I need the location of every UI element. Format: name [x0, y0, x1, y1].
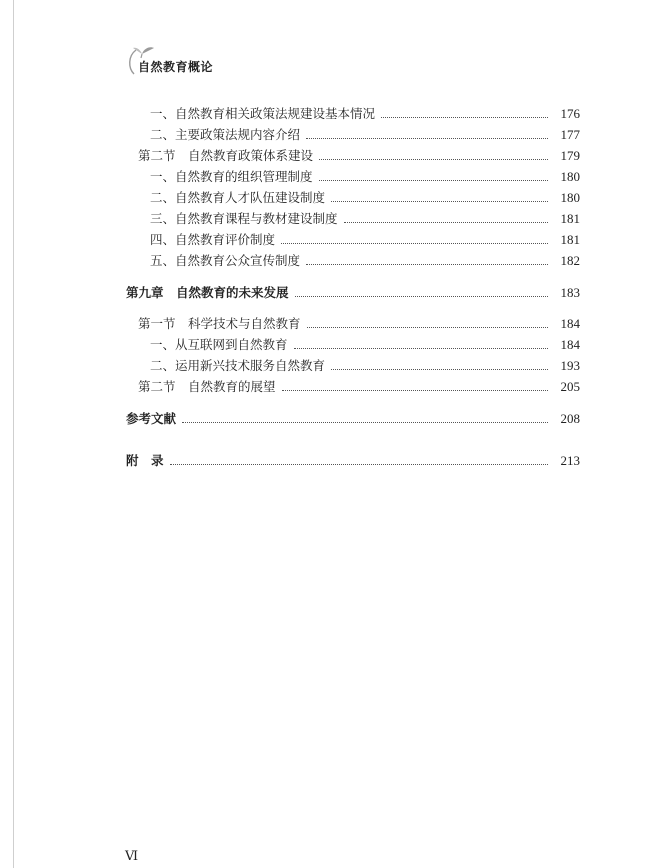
- toc-entry-page: 183: [560, 285, 580, 300]
- toc-leader-dots: [306, 136, 548, 139]
- toc-entry-title: 一、自然教育的组织管理制度: [150, 169, 313, 184]
- toc-leader-dots: [319, 157, 548, 160]
- toc-leader-dots: [331, 199, 548, 202]
- toc-entry-page: 182: [560, 253, 580, 268]
- toc-leader-dots: [281, 241, 548, 244]
- toc-entry[interactable]: [150, 126, 580, 144]
- toc-entry-title: 第二节 自然教育政策体系建设: [138, 148, 314, 163]
- toc-entry-page: 177: [560, 127, 580, 142]
- toc-entry[interactable]: [150, 189, 580, 207]
- toc-entry[interactable]: [150, 357, 580, 375]
- toc-leader-dots: [170, 462, 548, 465]
- toc-leader-dots: [295, 294, 548, 297]
- toc-entry-page: 184: [560, 316, 580, 331]
- toc-entry-title: 参考文献: [126, 411, 177, 426]
- toc-entry-page: 181: [560, 232, 580, 247]
- toc-entry-page: 208: [560, 411, 580, 426]
- toc-leader-dots: [319, 178, 548, 181]
- toc-entry-page: 213: [560, 453, 580, 468]
- toc-entry-title: 三、自然教育课程与教材建设制度: [150, 211, 338, 226]
- toc-entry-page: 184: [560, 337, 580, 352]
- toc-entry[interactable]: [150, 105, 580, 123]
- page-left-rule: [13, 0, 14, 868]
- running-header-title: 自然教育概论: [138, 60, 214, 74]
- toc-entry[interactable]: [138, 315, 580, 333]
- toc-leader-dots: [294, 346, 548, 349]
- toc-leader-dots: [307, 325, 548, 328]
- toc-entry-page: 180: [560, 169, 580, 184]
- toc-entry-chapter[interactable]: [126, 284, 580, 302]
- toc-entry-title: 四、自然教育评价制度: [150, 232, 276, 247]
- toc-leader-dots: [282, 388, 548, 391]
- toc-entry-chapter[interactable]: [126, 452, 580, 470]
- toc-leader-dots: [306, 262, 548, 265]
- toc-entry-title: 第二节 自然教育的展望: [138, 379, 276, 394]
- toc-entry-title: 一、从互联网到自然教育: [150, 337, 288, 352]
- toc-entry[interactable]: [150, 168, 580, 186]
- toc-entry[interactable]: [150, 336, 580, 354]
- toc-entry[interactable]: [138, 378, 580, 396]
- toc-leader-dots: [182, 420, 548, 423]
- toc-entry-chapter[interactable]: [126, 410, 580, 428]
- toc-leader-dots: [381, 115, 548, 118]
- toc-entry-page: 180: [560, 190, 580, 205]
- toc-entry-title: 第九章 自然教育的未来发展: [126, 285, 289, 300]
- toc-entry-title: 附 录: [126, 453, 164, 468]
- toc-entry[interactable]: [138, 147, 580, 165]
- toc-entry-page: 179: [560, 148, 580, 163]
- toc-entry-page: 193: [560, 358, 580, 373]
- running-header: [126, 42, 346, 84]
- toc-entry-title: 二、运用新兴技术服务自然教育: [150, 358, 326, 373]
- page-number: Ⅵ: [125, 848, 139, 863]
- toc-entry-title: 二、主要政策法规内容介绍: [150, 127, 301, 142]
- toc-leader-dots: [331, 367, 548, 370]
- toc-entry-title: 第一节 科学技术与自然教育: [138, 316, 301, 331]
- toc-entry-title: 二、自然教育人才队伍建设制度: [150, 190, 326, 205]
- toc-entry-page: 176: [560, 106, 580, 121]
- toc-entry[interactable]: [150, 252, 580, 270]
- toc-leader-dots: [344, 220, 548, 223]
- toc-entry[interactable]: [150, 231, 580, 249]
- toc-entry-page: 181: [560, 211, 580, 226]
- toc-entry-title: 一、自然教育相关政策法规建设基本情况: [150, 106, 376, 121]
- toc-entry[interactable]: [150, 210, 580, 228]
- toc-entry-page: 205: [560, 379, 580, 394]
- toc-entry-title: 五、自然教育公众宣传制度: [150, 253, 301, 268]
